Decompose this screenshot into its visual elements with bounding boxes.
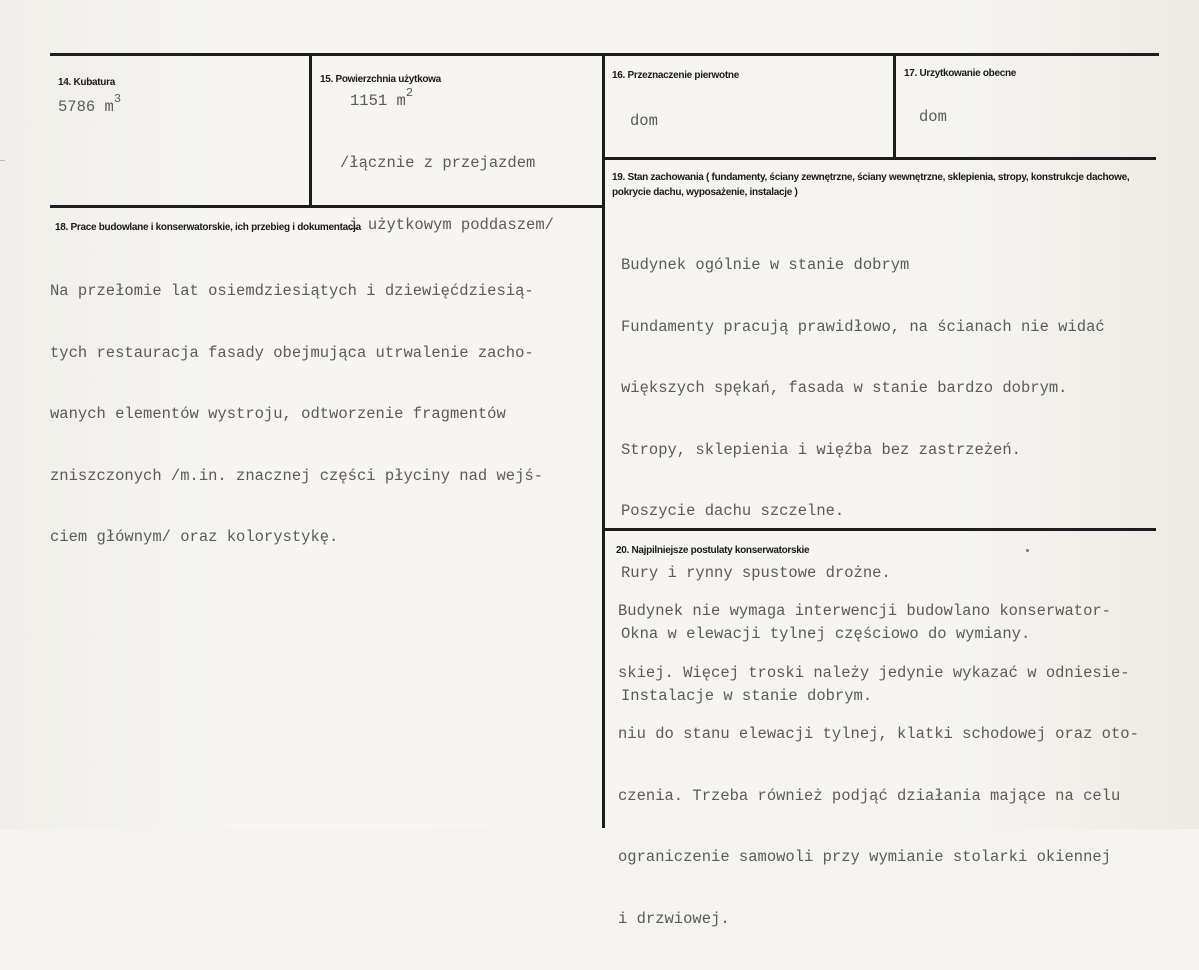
ink-dot [1026,549,1029,552]
edge-mark [0,160,5,161]
prace-line: wanych elementów wystroju, odtworzenie fragmentów [50,405,506,423]
postulaty-line: skiej. Więcej troski należy jedynie wykazać w odniesie- [618,663,1130,682]
kubatura-value [58,92,122,119]
postulaty-line: czenia. Trzeba również podjąć działania mające na celu [618,786,1121,805]
prace-text [50,240,543,589]
stan-line: Budynek ogólnie w stanie dobrym [621,256,910,274]
uzytkowanie-label: 17. Urzytkowanie obecne [904,68,1017,79]
przeznaczenie-label: 16. Przeznaczenie pierwotne [612,70,739,81]
powierzchnia-value [350,86,414,113]
column-divider-1 [309,53,312,206]
stan-line: Poszycie dachu szczelne. [621,502,845,520]
powierzchnia-exponent: 2 [405,86,414,100]
przeznaczenie-value: dom [630,112,658,130]
postulaty-label: 20. Najpilniejsze postulaty konserwatorskie [616,545,810,556]
prace-line: ciem głównym/ oraz kolorystykę. [50,528,339,546]
kubatura-label: 14. Kubatura [58,77,115,88]
uzytkowanie-value: dom [919,108,947,126]
stan-label: 19. Stan zachowania ( fundamenty, ściany zewnętrzne, ściany wewnętrzne, sklepienia, stropy, konstrukcje dachowe, pokrycie dachu, wyposażenie, instalacje ) [612,172,1130,198]
stan-line: Rury i rynny spustowe drożne. [621,563,891,582]
powierzchnia-note-line: i użytkowym poddaszem/ [340,215,554,234]
postulaty-line: Budynek nie wymaga interwencji budowlano konserwator- [618,602,1111,620]
powierzchnia-number: 1151 m [350,92,406,110]
prace-line: Na przełomie lat osiemdziesiątych i dziewięćdziesią- [50,282,534,300]
prace-line: zniszczonych /m.in. znacznej części płyciny nad wejś- [50,466,543,485]
postulaty-line: i drzwiowej. [618,909,730,928]
postulaty-text [618,560,1139,970]
row-divider-right-1 [603,157,1156,160]
stan-line: Instalacje w stanie dobrym. [621,686,873,705]
stan-line: Okna w elewacji tylnej częściowo do wymiany. [621,625,1031,643]
stan-line: większych spękań, fasada w stanie bardzo dobrym. [621,379,1068,397]
stan-line: Stropy, sklepienia i więźba bez zastrzeżeń. [621,440,1021,459]
prace-line: tych restauracja fasady obejmująca utrwalenie zacho- [50,343,534,362]
powierzchnia-label: 15. Powierzchnia użytkowa [320,74,441,85]
powierzchnia-note-line: /łącznie z przejazdem [340,154,536,172]
stan-line: Fundamenty pracują prawidłowo, na ścianach nie widać [621,317,1105,336]
column-divider-3 [893,53,896,159]
prace-label: 18. Prace budowlane i konserwatorskie, ich przebieg i dokumentacja [55,222,361,233]
postulaty-line: ograniczenie samowoli przy wymianie stolarki okiennej [618,848,1111,866]
kubatura-exponent: 3 [113,92,122,106]
postulaty-line: niu do stanu elewacji tylnej, klatki schodowej oraz oto- [618,725,1139,743]
column-divider-main [602,53,605,828]
kubatura-number: 5786 m [58,98,114,116]
